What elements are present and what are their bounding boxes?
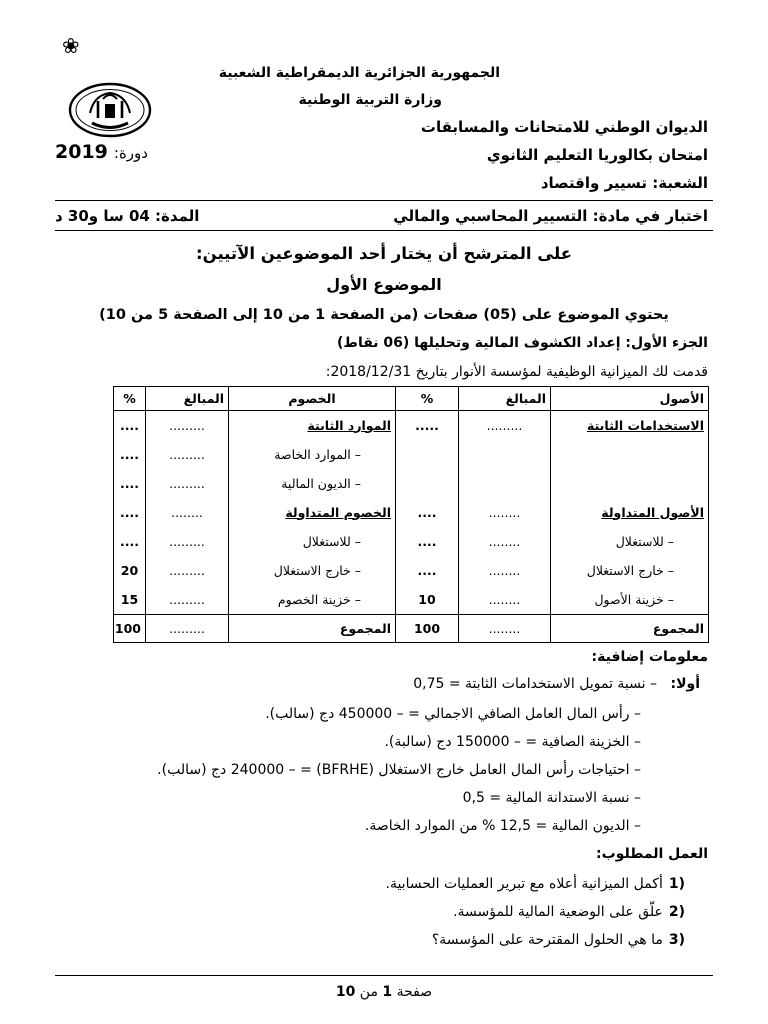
asset-percent: 10	[396, 585, 459, 615]
liability-amount: .........	[146, 527, 229, 556]
choose-instruction: على المترشح أن يختار أحد الموضوعين الآتيين:	[196, 244, 572, 263]
header-liability-amounts: المبالغ	[146, 387, 229, 411]
task-item	[453, 902, 685, 922]
liability-total-label: المجموع	[229, 615, 396, 643]
asset-label: الاستخدامات الثابتة	[551, 411, 709, 441]
asset-amount: ........	[459, 498, 551, 527]
duration: المدة: 04 سا و30 د	[55, 207, 200, 225]
task-number: 3)	[668, 932, 685, 948]
info-item: – رأس المال العامل الصافي الاجمالي = – 450000 دج (سالب).	[265, 706, 641, 722]
liability-amount: .........	[146, 440, 229, 469]
info-item: – نسبة الاستدانة المالية = 0,5	[462, 790, 641, 806]
subject: اختبار في مادة: التسيير المحاسبي والمالي	[393, 207, 708, 225]
asset-percent-empty	[396, 469, 459, 498]
stream: الشعبة: تسيير واقتصاد	[540, 174, 708, 192]
liability-total-percent: 100	[114, 615, 146, 643]
liability-amount: .........	[146, 585, 229, 615]
table-row	[114, 585, 709, 615]
asset-label: – للاستغلال	[551, 527, 709, 556]
liability-percent: 20	[114, 556, 146, 585]
asset-label: الأصول المتداولة	[551, 498, 709, 527]
topic-contents: يحتوي الموضوع على (05) صفحات (من الصفحة 1 من 10 إلى الصفحة 5 من 10)	[99, 307, 669, 323]
task-item	[432, 930, 685, 950]
additional-info-title: معلومات إضافية:	[591, 649, 708, 665]
liability-amount: .........	[146, 469, 229, 498]
liability-amount: .........	[146, 556, 229, 585]
flower-icon	[62, 34, 80, 58]
republic-title: الجمهورية الجزائرية الديمقراطية الشعبية	[218, 65, 500, 81]
liability-percent: 15	[114, 585, 146, 615]
liability-label: – خارج الاستغلال	[229, 556, 396, 585]
office-title: الديوان الوطني للامتحانات والمسابقات	[420, 118, 708, 136]
asset-amount-empty	[459, 469, 551, 498]
info-item: – الديون المالية = 12,5 % من الموارد الخاصة.	[364, 818, 641, 834]
page-word: صفحة	[396, 984, 433, 1000]
asset-percent-empty	[396, 440, 459, 469]
emblem-ribbon	[92, 123, 128, 128]
part1-intro: قدمت لك الميزانية الوظيفية لمؤسسة الأنوار بتاريخ 2018/12/31:	[325, 364, 708, 380]
table-row	[114, 469, 709, 498]
asset-amount: ........	[459, 585, 551, 615]
page-footer	[55, 982, 713, 1002]
asset-label-empty	[551, 440, 709, 469]
emblem-logo	[68, 82, 152, 138]
table-row	[114, 527, 709, 556]
asset-label-empty	[551, 469, 709, 498]
asset-amount: ........	[459, 556, 551, 585]
divider-line	[55, 975, 713, 976]
task-text: أكمل الميزانية أعلاه مع تبرير العمليات الحسابية.	[385, 876, 663, 892]
asset-percent: ....	[396, 527, 459, 556]
liability-percent: ....	[114, 411, 146, 441]
liability-amount: .........	[146, 411, 229, 441]
asset-label: – خارج الاستغلال	[551, 556, 709, 585]
info-item: – الخزينة الصافية = – 150000 دج (سالبة).	[384, 734, 641, 750]
table-row	[114, 440, 709, 469]
emblem-crest	[103, 95, 117, 99]
liability-label: الموارد الثابتة	[229, 411, 396, 441]
asset-amount: ........	[459, 527, 551, 556]
liability-percent: ....	[114, 527, 146, 556]
table-row	[114, 411, 709, 441]
header-liabilities: الخصوم	[229, 387, 396, 411]
task-number: 2)	[668, 904, 685, 920]
session	[55, 141, 148, 164]
divider-line	[55, 200, 713, 201]
table-total-row	[114, 615, 709, 643]
part1-title: الجزء الأول: إعداد الكشوف المالية وتحليلها (06 نقاط)	[337, 335, 708, 351]
asset-percent: .....	[396, 411, 459, 441]
asset-amount: .........	[459, 411, 551, 441]
info-item: – نسبة تمويل الاستخدامات الثابتة = 0,75	[413, 676, 657, 692]
task-text: ما هي الحلول المقترحة على المؤسسة؟	[431, 932, 663, 948]
liability-total-amount: .........	[146, 615, 229, 643]
liability-label: – الموارد الخاصة	[229, 440, 396, 469]
table-header-row	[114, 387, 709, 411]
divider-line	[55, 230, 713, 231]
page-total: 10	[335, 984, 356, 1000]
ministry-title: وزارة التربية الوطنية	[298, 92, 442, 108]
page-of-word: من	[359, 984, 378, 1000]
info-item: – احتياجات رأس المال العامل خارج الاستغلال (BFRHE) = – 240000 دج (سالب).	[157, 762, 641, 778]
header-asset-percent: %	[396, 387, 459, 411]
asset-percent: ....	[396, 556, 459, 585]
table-row	[114, 556, 709, 585]
first-label: أولا:	[670, 676, 700, 692]
asset-label: – خزينة الأصول	[551, 585, 709, 615]
liability-amount: ........	[146, 498, 229, 527]
exam-title: امتحان بكالوريا التعليم الثانوي	[486, 146, 708, 164]
session-label: دورة:	[113, 144, 148, 162]
liability-percent: ....	[114, 498, 146, 527]
asset-total-percent: 100	[396, 615, 459, 643]
tasks-title: العمل المطلوب:	[596, 846, 708, 862]
asset-total-amount: ........	[459, 615, 551, 643]
liability-label: – الديون المالية	[229, 469, 396, 498]
task-number: 1)	[668, 876, 685, 892]
asset-amount-empty	[459, 440, 551, 469]
table-row	[114, 498, 709, 527]
page-number: 1	[382, 984, 393, 1000]
liability-percent: ....	[114, 440, 146, 469]
topic-title: الموضوع الأول	[326, 275, 442, 294]
header-asset-amounts: المبالغ	[459, 387, 551, 411]
session-year: 2019	[55, 141, 108, 163]
liability-label: – خزينة الخصوم	[229, 585, 396, 615]
liability-label: الخصوم المتداولة	[229, 498, 396, 527]
balance-sheet-table	[113, 386, 709, 643]
asset-total-label: المجموع	[551, 615, 709, 643]
header-assets: الأصول	[551, 387, 709, 411]
asset-percent: ....	[396, 498, 459, 527]
liability-label: – للاستغلال	[229, 527, 396, 556]
emblem-book	[105, 104, 115, 118]
emblem-icon	[68, 82, 152, 138]
liability-percent: ....	[114, 469, 146, 498]
task-text: علّق على الوضعية المالية للمؤسسة.	[453, 904, 663, 920]
task-item	[386, 874, 686, 894]
header-liability-percent: %	[114, 387, 146, 411]
